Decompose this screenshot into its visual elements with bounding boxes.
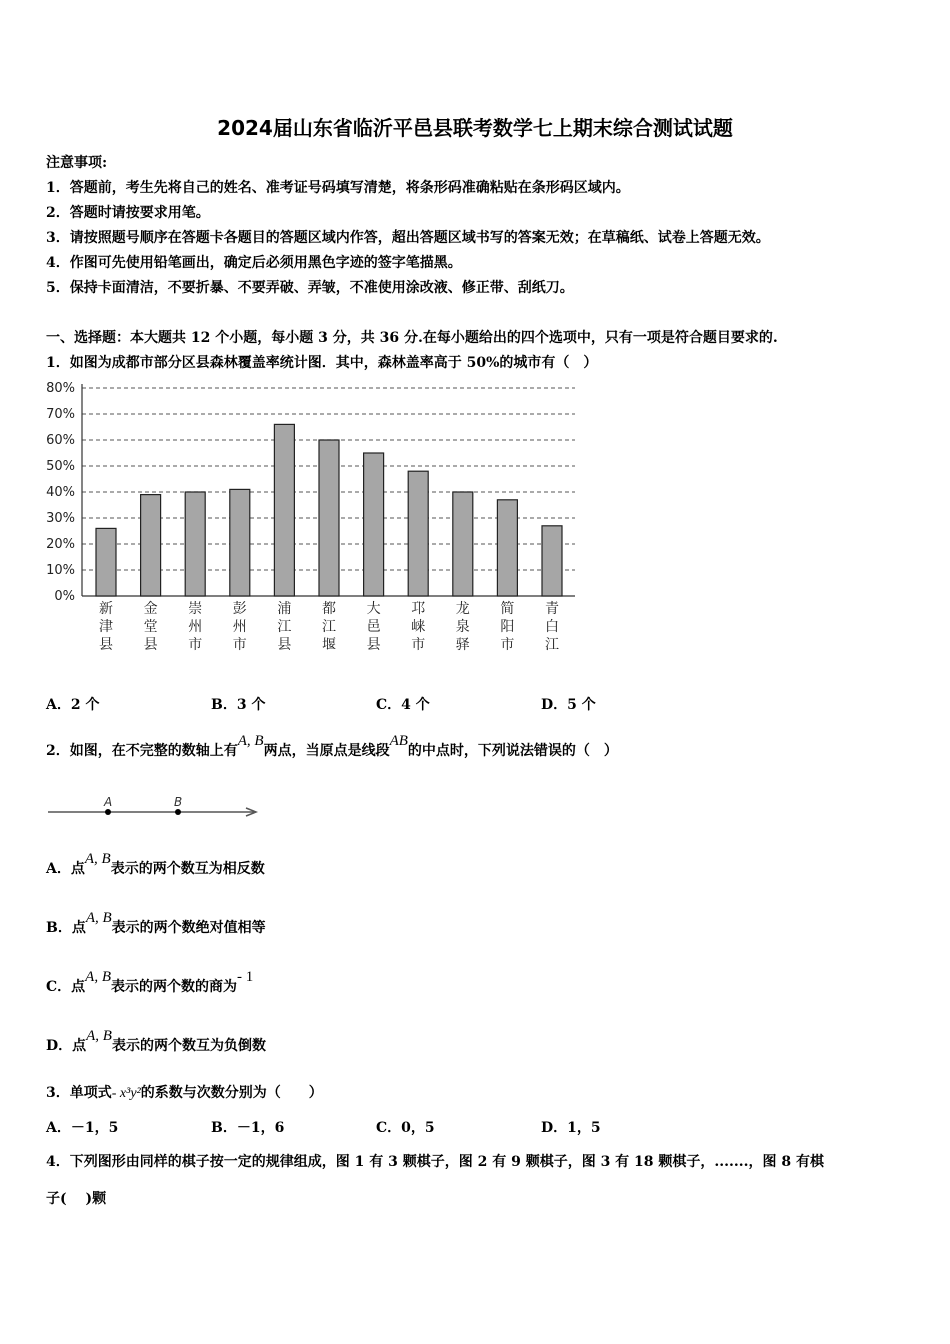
point-b-label: B bbox=[174, 795, 183, 809]
bar bbox=[453, 492, 473, 596]
y-tick-label: 70% bbox=[46, 407, 75, 422]
notice-item-2: 2．答题时请按要求用笔。 bbox=[46, 205, 210, 221]
page-title: 2024届山东省临沂平邑县联考数学七上期末综合测试试题 bbox=[217, 116, 733, 140]
x-tick-label: 金堂县 bbox=[143, 601, 158, 653]
section-heading: 一、选择题：本大题共 12 个小题，每小题 3 分，共 36 分.在每小题给出的四个选项中，只有一项是符合题目要求的. bbox=[46, 330, 778, 346]
x-tick-label: 新津县 bbox=[99, 601, 113, 653]
q1-stem: 1．如图为成都市部分区县森林覆盖率统计图．其中，森林盖率高于 50%的城市有（ ） bbox=[46, 355, 598, 371]
q4-stem-line1: 4．下列图形由同样的棋子按一定的规律组成，图 1 有 3 颗棋子，图 2 有 9 颗棋子，图 3 有 18 颗棋子，.......，图 8 有棋 bbox=[46, 1154, 825, 1170]
x-tick-label: 邛崃市 bbox=[411, 601, 426, 653]
q1-option-a[interactable]: A．2 个 bbox=[46, 697, 100, 713]
q4-stem-line2: 子( )颗 bbox=[46, 1191, 107, 1207]
y-tick-label: 50% bbox=[46, 459, 75, 474]
y-tick-label: 40% bbox=[46, 485, 75, 500]
bar bbox=[96, 528, 116, 596]
number-line-figure bbox=[44, 790, 264, 825]
bar bbox=[319, 440, 339, 596]
q2-option-c-label: C．点 bbox=[46, 979, 86, 995]
x-tick-label: 浦江县 bbox=[277, 601, 292, 653]
q2-option-d-text: 表示的两个数互为负倒数 bbox=[111, 1038, 266, 1054]
x-tick-label: 青白江 bbox=[545, 601, 559, 653]
y-tick-label: 0% bbox=[54, 589, 75, 604]
bar bbox=[274, 424, 294, 596]
bar bbox=[542, 526, 562, 596]
q2-option-a-label: A．点 bbox=[46, 861, 85, 877]
q3-option-c[interactable]: C．0，5 bbox=[376, 1120, 435, 1136]
q2-option-d-math: A, B bbox=[86, 1028, 112, 1044]
q2-stem-mid: 两点，当原点是线段 bbox=[263, 743, 390, 759]
q2-option-a-text: 表示的两个数互为相反数 bbox=[110, 861, 265, 877]
notice-item-1: 1．答题前，考生先将自己的姓名、准考证号码填写清楚，将条形码准确粘贴在条形码区域内。 bbox=[46, 180, 630, 196]
q3-stem-post: 的系数与次数分别为（ ） bbox=[140, 1085, 323, 1101]
notice-item-4: 4．作图可先使用铅笔画出，确定后必须用黑色字迹的签字笔描黑。 bbox=[46, 255, 462, 271]
q3-option-b[interactable]: B．－1，6 bbox=[211, 1120, 285, 1136]
q2-option-b[interactable] bbox=[46, 910, 266, 937]
q2-option-a-math: A, B bbox=[84, 851, 111, 867]
point-a bbox=[105, 809, 111, 815]
q2-stem-post: 的中点时，下列说法错误的（ ） bbox=[407, 743, 618, 759]
bar bbox=[141, 495, 161, 596]
notice-item-5: 5．保持卡面清洁，不要折暴、不要弄破、弄皱，不准使用涂改液、修正带、刮纸刀。 bbox=[46, 280, 574, 296]
bar bbox=[185, 492, 205, 596]
q3-stem-math: - x³y² bbox=[111, 1086, 141, 1101]
y-tick-label: 80% bbox=[46, 381, 75, 396]
y-tick-label: 30% bbox=[46, 511, 75, 526]
q3-stem bbox=[46, 1082, 323, 1102]
x-tick-label: 彭州市 bbox=[232, 601, 247, 653]
q2-option-d[interactable] bbox=[46, 1028, 266, 1055]
x-tick-label: 简阳市 bbox=[500, 601, 515, 653]
point-a-label: A bbox=[104, 795, 113, 809]
q2-option-b-text: 表示的两个数绝对值相等 bbox=[111, 920, 266, 936]
q3-option-a[interactable]: A．－1，5 bbox=[46, 1120, 119, 1136]
q2-stem-pre: 2．如图，在不完整的数轴上有 bbox=[46, 743, 238, 759]
q3-option-d[interactable]: D．1，5 bbox=[541, 1120, 601, 1136]
x-tick-label: 都江堰 bbox=[322, 601, 336, 653]
q2-option-c-text: 表示的两个数的商为 bbox=[110, 979, 237, 995]
y-tick-label: 10% bbox=[46, 563, 75, 578]
notice-item-3: 3．请按照题号顺序在答题卡各题目的答题区域内作答，超出答题区域书写的答案无效；在草稿纸、试卷上答题无效。 bbox=[46, 230, 770, 246]
q2-option-c[interactable] bbox=[46, 969, 254, 996]
bar bbox=[497, 500, 517, 596]
bar bbox=[364, 453, 384, 596]
bar bbox=[230, 489, 250, 596]
x-tick-label: 大邑县 bbox=[366, 601, 381, 653]
x-tick-label: 崇州市 bbox=[188, 601, 203, 653]
q2-option-c-tail: - 1 bbox=[236, 969, 254, 985]
bar bbox=[408, 471, 428, 596]
point-b bbox=[175, 809, 181, 815]
q2-option-d-label: D．点 bbox=[46, 1038, 87, 1054]
forest-coverage-chart bbox=[40, 378, 600, 663]
y-tick-label: 60% bbox=[46, 433, 75, 448]
q2-stem-ab: A, B bbox=[237, 733, 264, 749]
q2-stem bbox=[46, 733, 618, 760]
q2-option-c-math: A, B bbox=[85, 969, 111, 985]
q1-option-c[interactable]: C．4 个 bbox=[376, 697, 430, 713]
q3-stem-pre: 3．单项式 bbox=[46, 1085, 112, 1101]
x-tick-label: 龙泉驿 bbox=[455, 601, 470, 653]
q1-option-b[interactable]: B．3 个 bbox=[211, 697, 266, 713]
q2-option-b-math: A, B bbox=[85, 910, 112, 926]
q2-stem-seg: AB bbox=[389, 733, 408, 749]
y-tick-label: 20% bbox=[46, 537, 75, 552]
q2-option-b-label: B．点 bbox=[46, 920, 86, 936]
notice-heading: 注意事项: bbox=[46, 155, 108, 171]
q1-option-d[interactable]: D．5 个 bbox=[541, 697, 596, 713]
q2-option-a[interactable] bbox=[46, 851, 265, 878]
